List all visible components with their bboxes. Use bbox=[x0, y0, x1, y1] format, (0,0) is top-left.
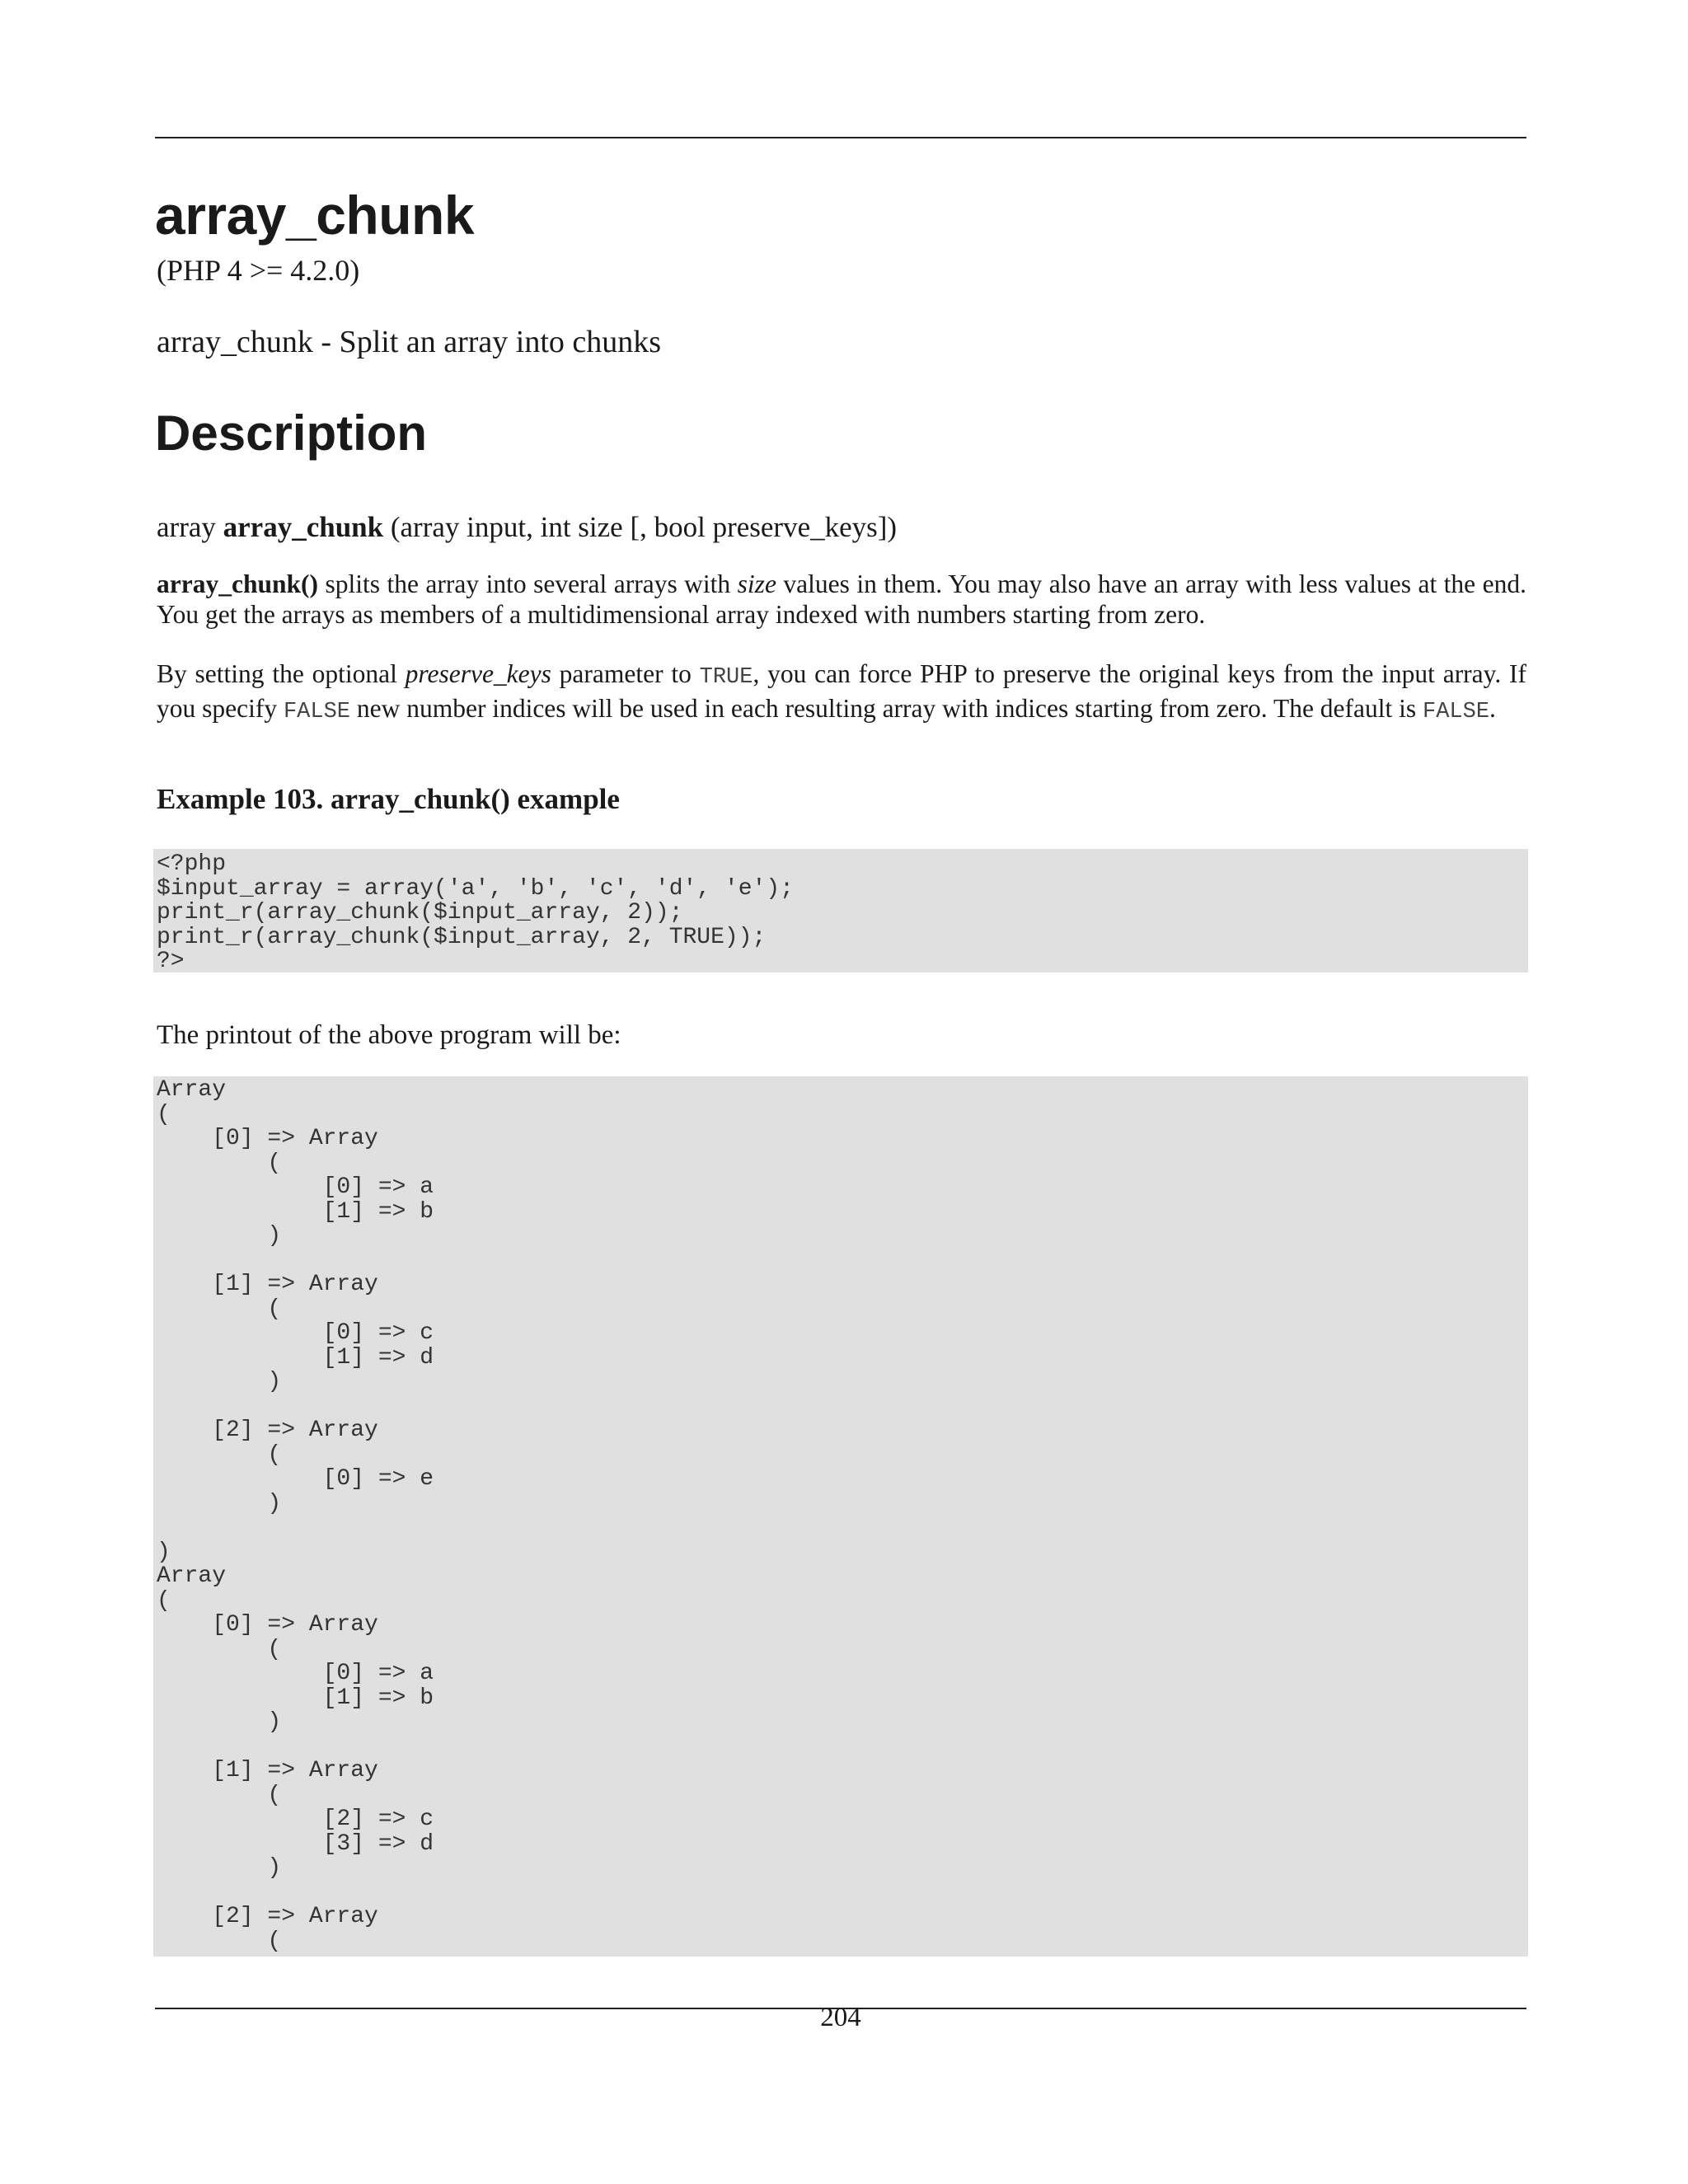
para1-text-b: values in them. You may also have an array with less values at the end. You get the arrays as members of a multidimensional array indexed with numbers starting from zero. bbox=[157, 569, 1526, 629]
func-ref: array_chunk() bbox=[157, 569, 318, 598]
ref-purpose: array_chunk - Split an array into chunks bbox=[157, 325, 662, 359]
example-title: Example 103. array_chunk() example bbox=[157, 783, 620, 815]
synopsis-params: (array input, int size [, bool preserve_keys]) bbox=[390, 511, 898, 543]
literal-true: TRUE bbox=[699, 665, 753, 690]
header-rule bbox=[155, 137, 1526, 138]
description-paragraph-1 bbox=[157, 569, 1526, 630]
param-preserve-keys: preserve_keys bbox=[405, 659, 551, 688]
description-heading: Description bbox=[155, 405, 428, 461]
synopsis-function-name: array_chunk bbox=[223, 511, 384, 543]
param-size: size bbox=[737, 569, 776, 598]
para2-text-a: By setting the optional bbox=[157, 659, 406, 688]
para2-text-d: new number indices will be used in each resulting array with indices starting from zero. The default is bbox=[349, 694, 1423, 723]
literal-false: FALSE bbox=[283, 700, 350, 724]
synopsis-return-type: array bbox=[157, 511, 216, 543]
para2-text-c: , you can force PHP to preserve the original keys from the input array. If you specify bbox=[157, 659, 1526, 723]
para2-text-e: . bbox=[1489, 694, 1496, 723]
output-intro: The printout of the above program will be: bbox=[157, 1020, 621, 1050]
page-number: 204 bbox=[820, 2003, 861, 2032]
literal-false-2: FALSE bbox=[1423, 700, 1490, 724]
description-paragraph-2 bbox=[157, 658, 1526, 728]
version-info: (PHP 4 >= 4.2.0) bbox=[157, 254, 360, 287]
page-title: array_chunk bbox=[155, 185, 475, 246]
function-synopsis bbox=[157, 513, 897, 541]
para1-text-a: splits the array into several arrays with bbox=[318, 569, 738, 598]
code-example: <?php $input_array = array('a', 'b', 'c', 'd', 'e'); print_r(array_chunk($input_array, 2)); print_r(array_chunk($input_array, 2, TRUE)); ?> bbox=[153, 849, 1528, 972]
code-output: Array ( [0] => Array ( [0] => a [1] => b ) [1] => Array ( [0] => c [1] => d ) [2] => Array ( [0] => e ) ) Array ( [0] => Array ( [0] => a [1] => b ) [1] => Array ( [2] => c [3] => d ) [2] => Array ( bbox=[153, 1076, 1528, 1957]
para2-text-b: parameter to bbox=[551, 659, 700, 688]
